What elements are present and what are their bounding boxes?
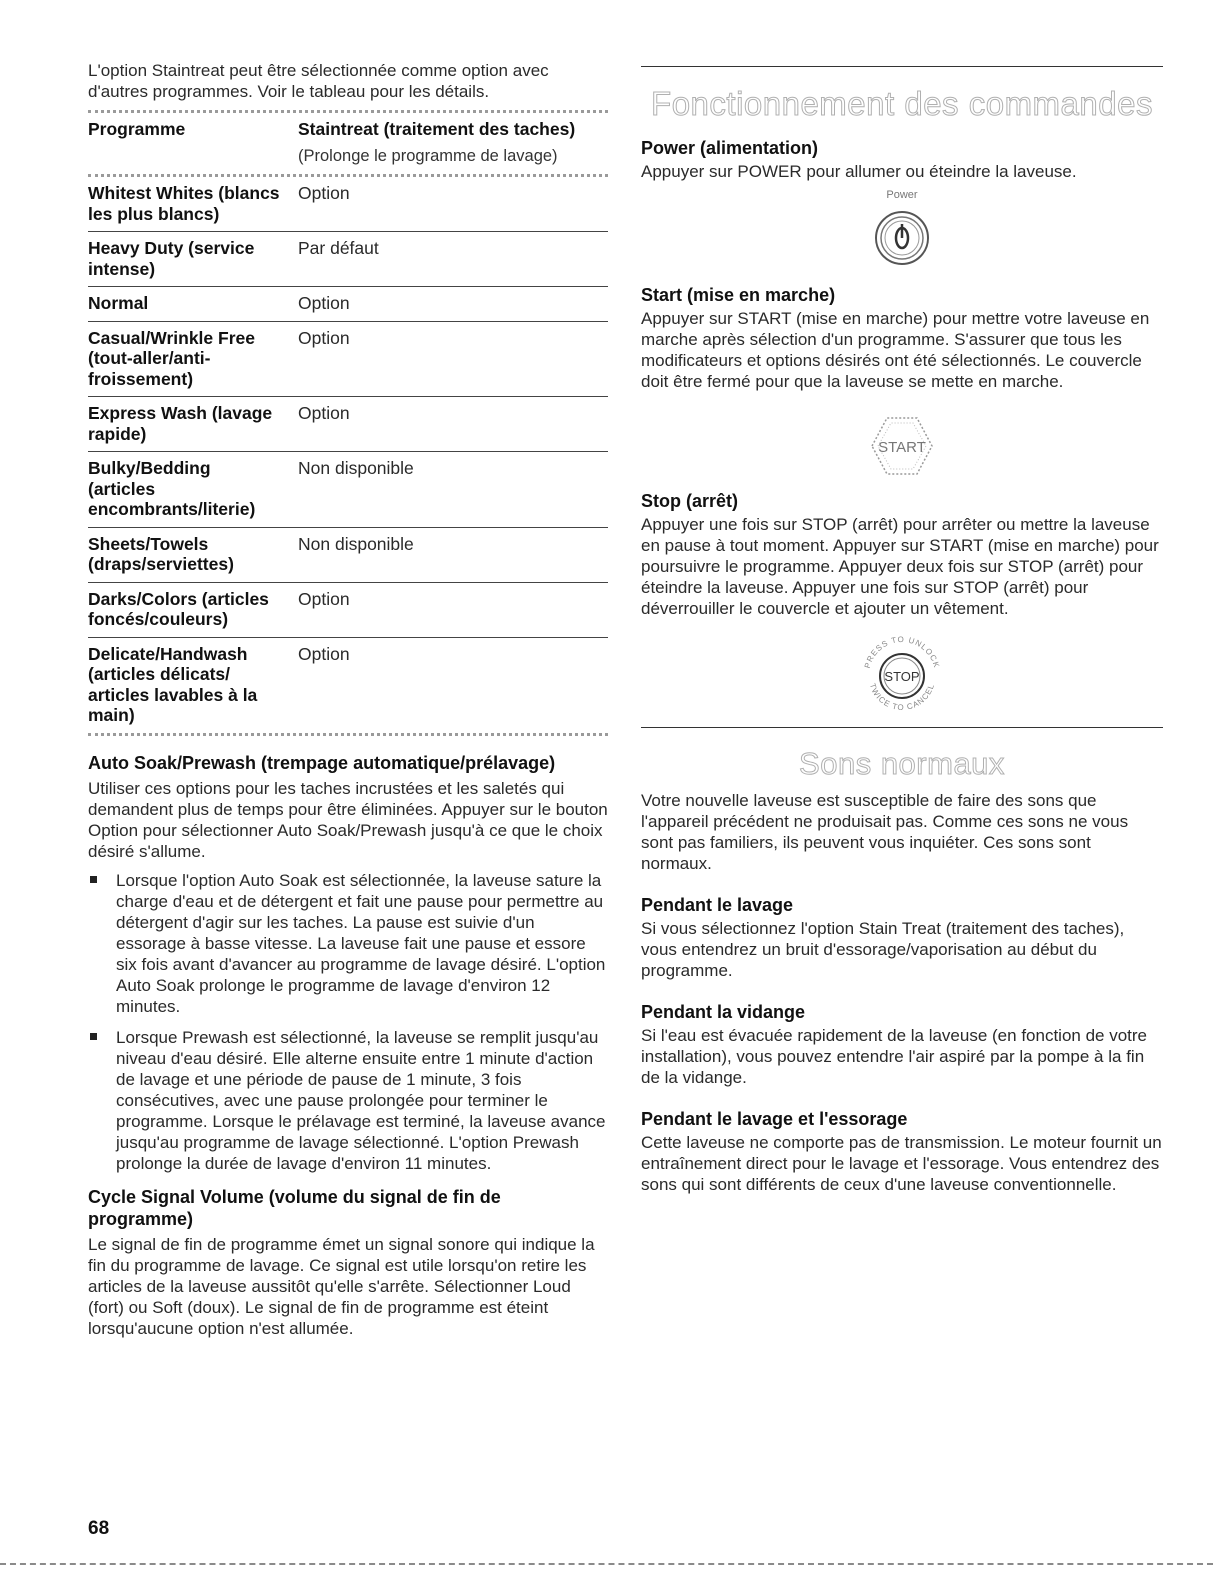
sound-item-text: Si vous sélectionnez l'option Stain Treat (traitement des taches), vous entendrez un bruit d'essorage/vaporisation au début du programme. xyxy=(641,919,1125,980)
right-column xyxy=(641,60,1163,1195)
table-row xyxy=(88,452,608,528)
staintreat-table xyxy=(88,110,608,736)
table-row xyxy=(88,397,608,452)
table-cell-program: Normal xyxy=(88,293,149,313)
power-text: Appuyer sur POWER pour allumer ou éteindre la laveuse. xyxy=(641,162,1077,181)
cycle-signal-title: Cycle Signal Volume (volume du signal de fin de programme) xyxy=(88,1186,501,1229)
table-cell-value: Option xyxy=(298,327,350,348)
cycle-signal-text: Le signal de fin de programme émet un signal sonore qui indique la fin du programme de lavage. Ce signal est utile lorsqu'on retire les articles de la laveuse aussitôt qu'elle s'arrête. Sélectionner Loud (fort) ou Soft (doux). Le signal de fin de programme est éteint lorsqu'aucune option n'est allumée. xyxy=(88,1234,595,1338)
sound-item-title: Pendant le lavage xyxy=(641,895,794,915)
table-header xyxy=(88,113,608,177)
sound-item xyxy=(641,1001,1163,1088)
stop-arc-top-label: PRESS TO UNLOCK xyxy=(862,634,942,670)
table-cell-value: Option xyxy=(298,183,350,203)
table-cell-program: Express Wash (lavage rapide) xyxy=(88,403,273,444)
table-header-program: Programme xyxy=(88,119,186,139)
start-text: Appuyer sur START (mise en marche) pour mettre votre laveuse en marche après sélection d'un programme. S'assurer que tous les modificateurs et options désirés ont été sélectionnés. Le couvercle doit être fermé pour que la laveuse se mette en marche. xyxy=(641,309,1150,391)
table-cell-program: Sheets/Towels (draps/serviettes) xyxy=(88,533,234,574)
table-cell-program: Casual/Wrinkle Free (tout-aller/anti-froissement) xyxy=(88,327,255,389)
stop-text: Appuyer une fois sur STOP (arrêt) pour arrêter ou mettre la laveuse en pause à tout moment. Appuyer sur START (mise en marche) pour poursuivre le programme. Appuyer deux fois sur STOP (arrêt) pour éteindre la laveuse. Appuyer une fois sur STOP (arrêt) pour déverrouiller le couvercle et ajouter un vêtement. xyxy=(641,515,1159,618)
auto-soak-text: Utiliser ces options pour les taches incrustées et les saletés qui demandent plus de temps pour être éliminées. Appuyer sur le bouton Option pour sélectionner Auto Soak/Prewash jusqu'à ce que le choix désiré s'allume. xyxy=(88,778,608,861)
stop-title: Stop (arrêt) xyxy=(641,491,739,511)
start-section xyxy=(641,284,1163,488)
table-row xyxy=(88,232,608,287)
left-column xyxy=(88,60,608,1339)
table-header-staintreat-sub: (Prolonge le programme de lavage) xyxy=(298,146,558,165)
table-cell-program: Bulky/Bedding (articles encombrants/literie) xyxy=(88,458,256,519)
section-divider xyxy=(641,66,1163,67)
stop-button-icon xyxy=(641,625,1163,723)
power-title: Power (alimentation) xyxy=(641,138,819,158)
table-row xyxy=(88,528,608,583)
table-cell-value: Non disponible xyxy=(298,458,414,478)
table-cell-program: Darks/Colors (articles foncés/couleurs) xyxy=(88,588,269,629)
sound-item-text: Si l'eau est évacuée rapidement de la laveuse (en fonction de votre installation), vous pouvez entendre l'air aspiré par la pompe à la fin de la vidange. xyxy=(641,1026,1148,1087)
auto-soak-title: Auto Soak/Prewash (trempage automatique/prélavage) xyxy=(88,752,556,773)
table-cell-program: Delicate/Handwash (articles délicats/ articles lavables à la main) xyxy=(88,643,258,725)
sounds-section-title: Sons normaux xyxy=(799,746,1005,781)
sounds-intro: Votre nouvelle laveuse est susceptible de faire des sons que l'appareil précédent ne produisait pas. Comme ces sons ne vous sont pas familiers, ils peuvent vous inquiéter. Ces sons sont normaux. xyxy=(641,791,1129,873)
cycle-signal-section xyxy=(88,1186,608,1339)
sound-item-text: Cette laveuse ne comporte pas de transmission. Le moteur fournit un entraînement direct pour le lavage et l'essorage. Vous entendrez des sons qui sont différents de ceux d'une laveuse conventionnelle. xyxy=(641,1133,1162,1194)
table-row xyxy=(88,177,608,232)
table-cell-value: Option xyxy=(298,403,350,423)
table-cell-value: Par défaut xyxy=(298,238,379,258)
auto-soak-list xyxy=(88,870,608,1174)
table-cell-program: Whitest Whites (blancs les plus blancs) xyxy=(88,183,280,224)
auto-soak-section xyxy=(88,752,608,1174)
sound-item xyxy=(641,894,1163,981)
start-button-icon xyxy=(641,404,1163,488)
power-section xyxy=(641,137,1163,274)
table-cell-value: Option xyxy=(298,588,350,609)
table-cell-value: Option xyxy=(298,643,350,664)
table-header-staintreat xyxy=(298,119,608,166)
table-cell-value: Option xyxy=(298,293,350,313)
start-icon-label: START xyxy=(878,439,926,456)
table-row xyxy=(88,322,608,398)
stop-section xyxy=(641,490,1163,723)
sound-item-title: Pendant la vidange xyxy=(641,1002,806,1022)
table-cell-program: Heavy Duty (service intense) xyxy=(88,238,255,279)
list-item: Lorsque l'option Auto Soak est sélectionnée, la laveuse sature la charge d'eau et de détergent et fait une pause pour permettre au détergent d'agir sur les taches. La pause est suivie d'un essorage à basse vitesse. La laveuse fait une pause et essore six fois avant d'avancer au programme de lavage désiré. L'option Auto Soak prolonge le programme de lavage d'environ 12 minutes. xyxy=(88,870,608,1017)
table-row xyxy=(88,583,608,638)
table-row xyxy=(88,638,608,736)
page-number: 68 xyxy=(88,1518,110,1539)
table-header-staintreat-title: Staintreat (traitement des taches) xyxy=(298,119,576,139)
power-button-icon xyxy=(641,186,1163,274)
page-bottom-rule xyxy=(0,1563,1213,1565)
controls-section-title: Fonctionnement des commandes xyxy=(651,85,1153,122)
start-title: Start (mise en marche) xyxy=(641,285,836,305)
sound-item xyxy=(641,1108,1163,1195)
list-item: Lorsque Prewash est sélectionné, la laveuse se remplit jusqu'au niveau d'eau désiré. Elle alterne ensuite entre 1 minute d'action de lavage et une période de pause de 1 minute, 3 fois consécutives, avec une pause prolongée pour terminer le programme. Lorsque le prélavage est terminé, la laveuse avance jusqu'au programme de lavage sélectionné. L'option Prewash prolonge la durée de lavage d'environ 11 minutes. xyxy=(88,1027,608,1174)
sound-item-title: Pendant le lavage et l'essorage xyxy=(641,1109,908,1129)
table-cell-value: Non disponible xyxy=(298,533,414,554)
section-divider xyxy=(641,727,1163,728)
intro-text: L'option Staintreat peut être sélectionnée comme option avec d'autres programmes. Voir le tableau pour les détails. xyxy=(88,61,549,101)
power-icon-label: Power xyxy=(886,189,918,201)
table-row xyxy=(88,287,608,322)
stop-icon-label: STOP xyxy=(884,669,920,684)
stop-arc-bottom-label: TWICE TO CANCEL xyxy=(867,682,937,713)
